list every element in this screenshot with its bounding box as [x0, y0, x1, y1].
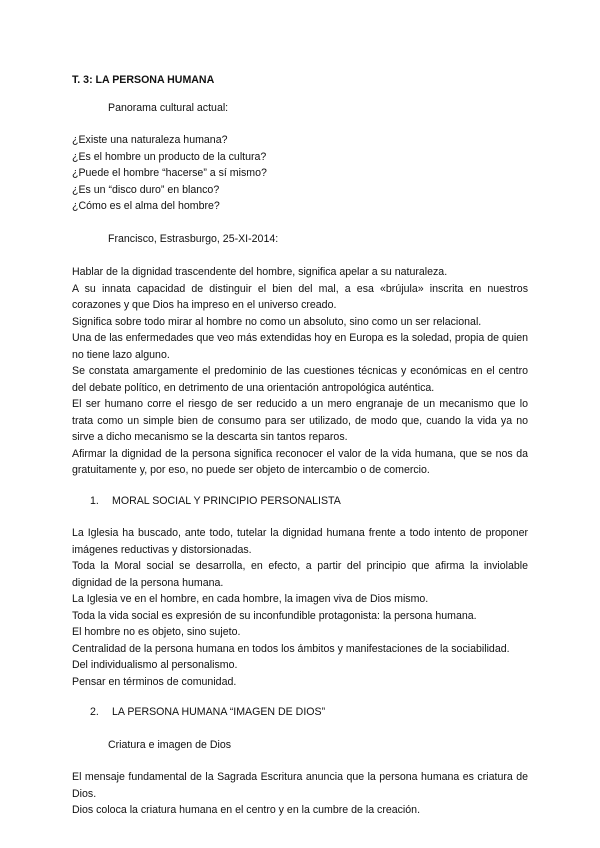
section-heading-2: [72, 704, 528, 721]
paragraph: Dios coloca la criatura humana en el centro y en la cumbre de la creación.: [72, 804, 421, 816]
paragraph: Se constata amargamente el predominio de las cuestiones técnicas y económicas en el centro del debate político, en detrimento de una orientación antropológica auténtica.: [72, 365, 528, 394]
paragraph: A su innata capacidad de distinguir el bien del mal, a esa «brújula» inscrita en nuestros corazones y que Dios ha impreso en el universo creado.: [72, 282, 528, 311]
paragraph: El hombre no es objeto, sino sujeto.: [72, 626, 241, 638]
section-number: 2.: [90, 706, 99, 718]
section-heading-1: [72, 493, 528, 510]
question-item: ¿Cómo es el alma del hombre?: [72, 200, 220, 212]
paragraph: El mensaje fundamental de la Sagrada Escritura anuncia que la persona humana es criatura de Dios.: [72, 771, 528, 800]
paragraph: La Iglesia ve en el hombre, en cada hombre, la imagen viva de Dios mismo.: [72, 593, 429, 605]
paragraph: Centralidad de la persona humana en todos los ámbitos y manifestaciones de la sociabilidad.: [72, 642, 510, 655]
document-title: T. 3: LA PERSONA HUMANA: [72, 74, 215, 86]
question-item: ¿Puede el hombre “hacerse” a sí mismo?: [72, 167, 267, 179]
question-item: ¿Es un “disco duro” en blanco?: [72, 183, 220, 196]
document-page: [72, 72, 528, 819]
paragraph: Toda la vida social es expresión de su inconfundible protagonista: la persona humana.: [72, 609, 477, 622]
citation: Francisco, Estrasburgo, 25-XI-2014:: [108, 232, 279, 245]
section-number: 1.: [90, 494, 99, 507]
paragraph: El ser humano corre el riesgo de ser reducido a un mero engranaje de un mecanismo que lo trata como un simple bien de consumo para ser utilizado, de modo que, cuando la vida ya no sirve a dicho mecanismo se la descarta sin tantos reparos.: [72, 398, 528, 443]
paragraph: Pensar en términos de comunidad.: [72, 675, 237, 688]
paragraph: Toda la Moral social se desarrolla, en efecto, a partir del principio que afirma la inviolable dignidad de la persona humana.: [72, 560, 528, 589]
section2-subtitle: Criatura e imagen de Dios: [108, 738, 232, 751]
section2-paragraphs: [72, 769, 528, 819]
paragraph: Del individualismo al personalismo.: [72, 659, 238, 671]
paragraph: La Iglesia ha buscado, ante todo, tutelar la dignidad humana frente a todo intento de proponer imágenes reductivas y distorsionadas.: [72, 527, 528, 556]
paragraph: Afirmar la dignidad de la persona significa reconocer el valor de la vida humana, que se nos da gratuitamente y, por eso, no puede ser objeto de intercambio o de comercio.: [72, 447, 528, 476]
paragraph: Una de las enfermedades que veo más extendidas hoy en Europa es la soledad, propia de quien no tiene lazo alguno.: [72, 332, 528, 361]
intro-paragraphs: [72, 264, 528, 479]
section-title: MORAL SOCIAL Y PRINCIPIO PERSONALISTA: [112, 494, 341, 507]
section-title: LA PERSONA HUMANA “IMAGEN DE DIOS”: [112, 706, 326, 718]
intro-subtitle: Panorama cultural actual:: [108, 101, 229, 114]
question-item: ¿Es el hombre un producto de la cultura?: [72, 150, 267, 163]
section1-paragraphs: [72, 525, 528, 690]
paragraph: Hablar de la dignidad trascendente del hombre, significa apelar a su naturaleza.: [72, 266, 448, 278]
question-list: [72, 132, 528, 215]
question-item: ¿Existe una naturaleza humana?: [72, 134, 228, 146]
paragraph: Significa sobre todo mirar al hombre no como un absoluto, sino como un ser relacional.: [72, 315, 482, 328]
